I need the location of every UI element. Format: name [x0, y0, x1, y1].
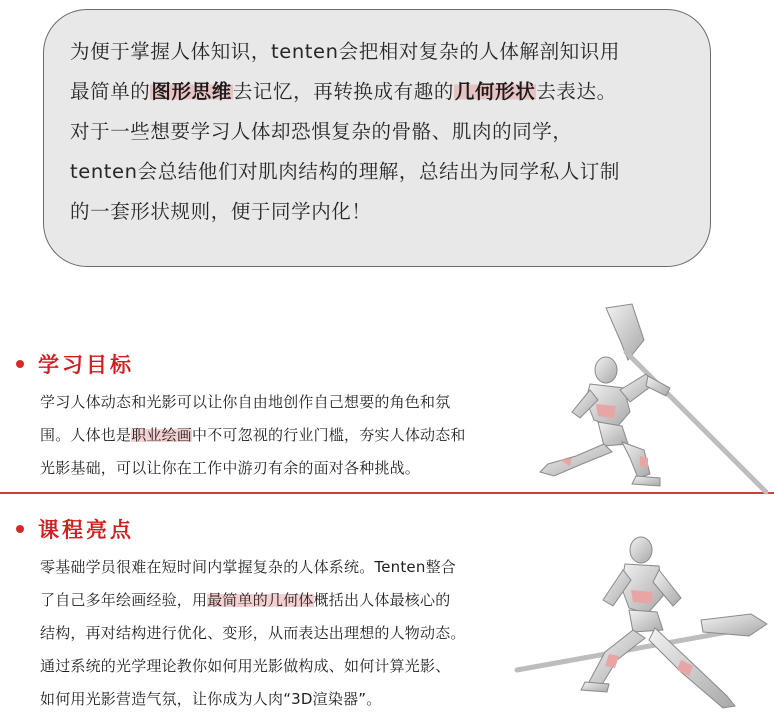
intro-line-5	[70, 192, 686, 232]
intro-line-4	[70, 152, 686, 192]
body-line: 零基础学员很难在短时间内掌握复杂的人体系统。Tenten整合	[40, 558, 456, 576]
body-line: 如何用光影营造气氛，让你成为人肉“3D渲染器”。	[40, 690, 382, 708]
intro-text: tenten会总结他们对肌肉结构的理解，总结出为同学私人订制	[70, 160, 621, 183]
body-text: 了自己多年绘画经验，用	[40, 591, 208, 609]
section-highlights-body	[40, 551, 466, 716]
mannequin-figure-crouching	[520, 300, 774, 500]
mannequin-figure-lunging	[505, 520, 774, 720]
mannequin-head	[630, 537, 652, 563]
body-line: 通过系统的光学理论教你如何用光影做构成、如何计算光影、	[40, 657, 451, 675]
body-line: 光影基础，可以让你在工作中游刃有余的面对各种挑战。	[40, 459, 421, 477]
body-line: 学习人体动态和光影可以让你自由地创作自己想要的角色和氛	[40, 393, 451, 411]
mannequin-muscle-highlight	[631, 590, 653, 604]
intro-text: 去表达。	[536, 80, 617, 103]
highlight-professional-painting: 职业绘画	[131, 426, 193, 444]
body-line	[40, 419, 466, 452]
body-line	[40, 584, 466, 617]
highlight-graphic-thinking: 图形思维	[151, 80, 232, 103]
intro-text: 最简单的	[70, 80, 151, 103]
intro-text: 对于一些想要学习人体却恐惧复杂的骨骼、肌肉的同学，	[70, 120, 573, 143]
section-learning-goals-body	[40, 386, 466, 485]
body-text: 中不可忽视的行业门槛，夯实人体动态和	[192, 426, 466, 444]
mannequin-head	[595, 357, 617, 383]
bullet-dot-icon	[16, 360, 24, 368]
intro-line-1	[70, 32, 686, 72]
intro-text: 为便于掌握人体知识，tenten会把相对复杂的人体解剖知识用	[70, 40, 621, 63]
section-title-learning-goals: 学习目标	[38, 353, 134, 377]
highlight-simplest-geometry: 最简单的几何体	[207, 591, 314, 609]
section-title-highlights: 课程亮点	[38, 518, 134, 542]
glaive-blade-icon	[701, 614, 767, 636]
intro-box	[43, 9, 711, 267]
intro-text: 去记忆，再转换成有趣的	[232, 80, 454, 103]
intro-line-2	[70, 72, 686, 112]
bullet-dot-icon	[16, 525, 24, 533]
intro-text: 的一套形状规则，便于同学内化！	[70, 200, 372, 223]
highlight-geometric-shapes: 几何形状	[454, 80, 536, 103]
body-text: 围。人体也是	[40, 426, 132, 444]
section-highlights-heading	[16, 514, 134, 544]
section-learning-goals-heading	[16, 349, 134, 379]
body-text: 概括出人体最核心的	[313, 591, 451, 609]
mannequin-torso	[621, 564, 663, 614]
intro-line-3	[70, 112, 686, 152]
body-line: 结构，再对结构进行优化、变形，从而表达出理想的人物动态。	[40, 624, 466, 642]
mannequin-muscle-highlight	[596, 404, 616, 418]
